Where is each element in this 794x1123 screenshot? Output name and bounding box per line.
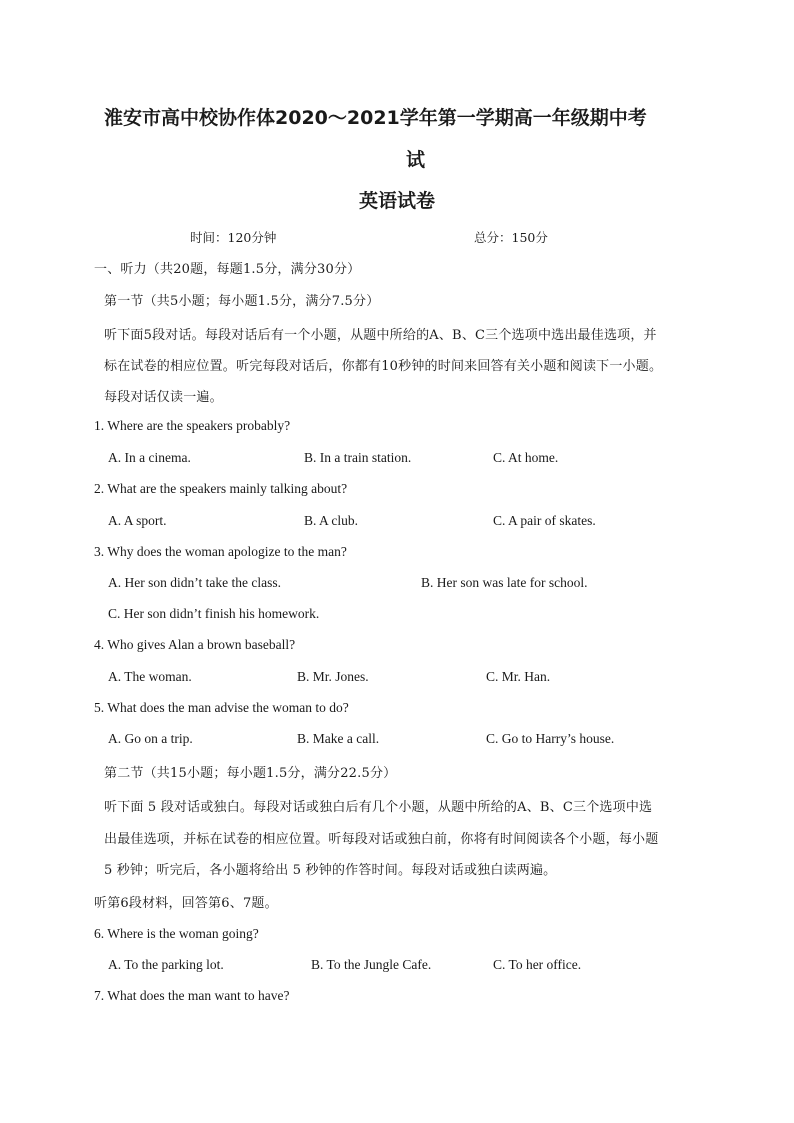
question-text: 1. Where are the speakers probably? [94,418,291,433]
option-c: C. Go to Harry’s house. [486,731,615,746]
option-c: C. A pair of skates. [493,513,596,528]
question-text: 2. What are the speakers mainly talking about? [94,481,348,496]
page-title-continued: 试 [406,149,426,171]
question-text: 5. What does the man advise the woman to do? [94,700,349,715]
option-a: A. A sport. [108,513,167,528]
page-subtitle: 英语试卷 [359,190,436,212]
option-a: A. Her son didn’t take the class. [108,575,281,590]
option-b: B. To the Jungle Cafe. [311,957,432,972]
question-text: 7. What does the man want to have? [94,988,290,1003]
instruction-line: 每段对话仅读一遍。 [104,390,223,405]
option-b: B. Her son was late for school. [421,575,588,590]
option-c: C. Her son didn’t finish his homework. [108,606,320,621]
instruction-line: 听下面5段对话。每段对话后有一个小题，从题中所给的A、B、C三个选项中选出最佳选项，并 [104,328,657,343]
exam-total-score: 总分：150分 [474,230,548,245]
option-b: B. A club. [304,513,359,528]
instruction-line: 5 秒钟；听完后，各小题将给出 5 秒钟的作答时间。每段对话或独白读两遍。 [104,863,557,878]
part-heading: 一、听力（共20题，每题1.5分，满分30分） [94,262,361,277]
option-c: C. At home. [493,450,559,465]
option-a: A. To the parking lot. [108,957,224,972]
option-b: B. Mr. Jones. [297,669,369,684]
option-b: B. In a train station. [304,450,412,465]
instruction-line: 出最佳选项，并标在试卷的相应位置。听每段对话或独白前，你将有时间阅读各个小题，每小题 [104,832,659,847]
option-a: A. In a cinema. [108,450,191,465]
page-title: 淮安市高中校协作体2020～2021学年第一学期高一年级期中考 [104,107,647,129]
option-c: C. To her office. [493,957,582,972]
instruction-line: 标在试卷的相应位置。听完每段对话后，你都有10秒钟的时间来回答有关小题和阅读下一小题。 [104,359,663,374]
question-text: 4. Who gives Alan a brown baseball? [94,637,296,652]
section-heading: 第二节（共15小题；每小题1.5分，满分22.5分） [104,766,397,781]
instruction-line: 听下面 5 段对话或独白。每段对话或独白后有几个小题，从题中所给的A、B、C三个选项中选 [104,800,653,815]
question-text: 3. Why does the woman apologize to the man? [94,544,347,559]
option-a: A. The woman. [108,669,192,684]
material-note: 听第6段材料，回答第6、7题。 [94,896,278,911]
option-b: B. Make a call. [297,731,380,746]
option-a: A. Go on a trip. [108,731,193,746]
exam-time: 时间：120分钟 [190,230,277,245]
question-text: 6. Where is the woman going? [94,926,259,941]
section-heading: 第一节（共5小题；每小题1.5分，满分7.5分） [104,294,380,309]
option-c: C. Mr. Han. [486,669,551,684]
